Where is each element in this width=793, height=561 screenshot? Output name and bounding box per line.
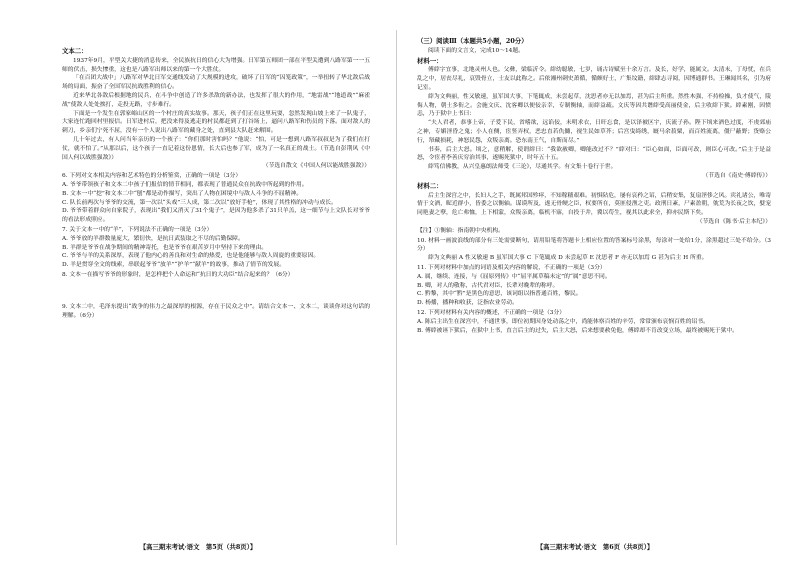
paragraph: 縡为文典丽，性又敏速，虽军国大事，下笔辄成，未尝起草，沈思者亦无以加焉，甚为后主所重。然性木强，不持检操，负才使气，陵侮人物，朝士多衔之。会施文庆、沈客卿以便佞亲幸，专制衡轴，而縡益疏。文庆等因共谮縡受高丽使金，后主收縡下狱。縡素刚，因愤恚，乃于狱中上书曰： (417, 93, 771, 118)
option: D. 杨播，播种和收获，泛指农业劳动。 (417, 300, 518, 307)
question-6: 6. 下列对文本相关内容和艺术特色的分析鉴赏，正确的一项是（3分） (62, 173, 242, 180)
option: C. 爷爷与羊的关系深厚，表现了他内心的善良和对生命的热爱，也是他能够与敌人周旋的重要原因。 (62, 253, 320, 260)
question-7: 7. 关于文本一中的“羊”，下列说法不正确的一项是（3分） (62, 226, 213, 233)
question-8: 8. 文本一在描写爷爷的形象时，是怎样把个人命运和“抗日的大功臣”结合起来的？（6分） (62, 271, 294, 278)
material2-label: 材料二： (417, 181, 443, 190)
instruction: 阅读下面的文言文，完成10～14题。 (428, 47, 524, 54)
paragraph: 几十年过去，有人问当年亲历的一个孩子：“你们那时害怕吗？”他说：“怕，可是一想到八路军叔叔是为了我们在打仗，就不怕了。”从那以后，这个孩子一直记着这份恩情，长大后也参了军，成为了一名真正的战士。（节选自彭荆风《中国人何以战胜强敌》） (62, 136, 370, 161)
option: D. 爷爷带着群众向自家院子，表现出“我们又消灭了31个鬼子”，是因为他多杀了31只羊羔，这一细节与上文队长对爷爷的看法形成照应。 (62, 208, 370, 224)
source-note: （节选自《南史·傅縡传》） (702, 172, 771, 179)
question-10: 10. 材料一画波浪线的部分有三处需要断句，请用铅笔将答题卡上相应位置的答案标号涂黑，每涂对一处给1分，涂黑超过三处不给分。（3分） (417, 237, 771, 253)
option: C. 黔黎，其中“黔”是黑色的意思，该词组以指普通百姓，黎民。 (417, 291, 582, 298)
question-11: 11. 下列对材料中加点的词语及相关内容的解说，不正确的一项是（3分） (417, 264, 606, 271)
option: B. 傅縡被诬下狱后，在狱中上书，直言后主的过失，后主大怒，后来想要赦免他，傅縡却不肯改变立场，最终被赐死于狱中。 (417, 327, 738, 334)
paragraph: 1937年9月，平型关大捷的消息传来，全民族抗日的信心大为增强。日军第五师团一部在平型关遭到八路军第一一五师的伏击，损失惨重，这也是八路军出师以来的第一个大胜仗。 (62, 57, 370, 73)
page-footer: 【高三期末考试·语文 第6页（共8页）】 (536, 543, 654, 551)
right-page (397, 0, 793, 561)
paragraph: 縡笃信佛教，从兴皇惠朗法师受《三论》，尽通其学。有文集十卷行于世。 (428, 164, 617, 171)
option: B. 卿，对人的敬称，古代君对臣、长辈对晚辈的称呼。 (417, 282, 559, 289)
source-note: （节选自散文《中国人何以能战胜强敌》） (262, 163, 370, 170)
answer-space[interactable] (62, 280, 370, 302)
question-12: 12. 下列对材料有关内容的概述，不正确的一项是（3分） (417, 309, 566, 316)
source-note: （节选自《陈书·后主本纪》） (696, 218, 771, 225)
paragraph: “夫人君者，恭事上帝，子爱下民，省嗜欲，远谄佞，未明求衣，日旰忘食，是以泽被区宇，庆流子孙。陛下顷来酒色过度，不虔郊庙之神，专媚淫昏之鬼；小人在侧，宦竖弄权，恶忠直若仇雠，视生民如草芥；后宫曳绮绣，厩马余菽粟，而百姓流离，僵尸蔽野；货赂公行，帑藏损耗，神怒民怨，众叛亲离。恐东南王气，自斯而尽。” (417, 120, 771, 144)
paragraph: 下面是一个发生在郭家峪山区的一个村庄的真实故事。那天，孩子们正在这里玩耍，忽然发现山坡上来了一队鬼子，大家连忙跑回村里报信。日军进村后，把没来得及逃走的村民都赶到了打谷场上，逼问八路军和伤员的下落。面对敌人的刺刀，乡亲们宁死不屈，没有一个人说出八路军的藏身之处，直到县大队赶来解围。 (62, 110, 370, 135)
paragraph: 书奏，后主大怒。顷之，意稍解，使谓縡曰：“我欲赦卿，卿能改过不？”縡对曰：“臣心如面，臣面可改，则臣心可改。”后主于是益怒，令宦者李善庆穷治其事，遂赐死狱中，时年五十五。 (417, 146, 771, 162)
option: B. 文本一中“挖”和文本二中“刨”都是动作描写，突出了人物在困境中与敌人斗争的不屈精神。 (62, 190, 303, 197)
option: A. 陈后主出生在深宫中，不通世事，即位初期因身处动荡之中，尚能体察百姓的辛劳，常常颁布哀悯百姓的诏书。 (417, 318, 709, 325)
paragraph: 后主生深宫之中，长妇人之手，既属邦国殄瘁，不知稼穑艰难。初惧阽危，屡有哀矜之诏，后稍安集，复扇淫侈之风。宾礼诸公，唯寄情于文酒，昵近群小，皆委之以衡轴。谋谟所及，遂无骨鲠之臣，权要所在，莫匪侵渔之吏。政刑日紊，尸素盈朝，躭荒为长夜之饮，嬖宠同艳妻之孽，危亡弗恤，上下相蒙，众叛亲离，临机不寤，自投于井，冀以苟生，视其以此求全，抑亦民斯下矣。 (417, 192, 771, 217)
question-9: 9. 文本二中，毛泽东提出“战争的伟力之最深厚的根源，存在于民众之中”。请结合文本一、文本二，谈谈你对这句话的理解。（6分） (62, 303, 370, 319)
material1-label: 材料一： (417, 56, 443, 65)
punctuation-text: 縡为文典丽 A 性又敏速 B 虽军国大事 C 下笔辄成 D 未尝起草 E 沈思者 F 亦无以加焉 G 甚为后主 H 所重。 (428, 255, 708, 262)
option: A. 爷爷带领孩子和文本二中孩子们报信的情节相同，都表现了普通民众在抗战中所起到的作用。 (62, 181, 308, 188)
option: C. 队长前两次与爷爷的交流，第一次以“头戏”三人成，第二次以“放好手枪”，体现了其性格的冲动与成长。 (62, 199, 337, 206)
page-footer: 【高三期末考试·语文 第5页（共8页）】 (139, 543, 257, 551)
option: A. 属，继续、连接，与《屈原列传》中“屈平属草稿未定”的“属”意思不同。 (417, 273, 611, 280)
option: D. 羊是贯穿全文的线索，串联起爷爷“放羊”“护羊”“献羊”的故事，推动了情节的发展。 (62, 262, 286, 269)
left-page (0, 0, 396, 561)
material-label: 文本二： (62, 47, 88, 55)
option: B. 羊群是爷爷在战争期间的精神寄托，也是爷爷在艰苦岁月中坚持下来的理由。 (62, 244, 268, 251)
section-title: （三）阅读Ⅲ（本题共5小题，20分） (417, 37, 528, 45)
paragraph: 近来华北各敌后根据地的民兵，在斗争中创造了许多杀敌的新办法，也发挥了很大的作用，“地雷战”“地道战”“麻雀战”使敌人处处挨打，走投无路，寸步难行。 (62, 92, 370, 108)
option: A. 爷爷放的羊群数量庞大，繁衍快，是抗日武装取之不尽的后勤保障。 (62, 235, 244, 242)
paragraph: 傅縡字宜事，北地灵州人也。父彝，梁临沂令。縡幼聪敏，七岁，诵古诗赋至十余万言。及长，好学，能属文。太清末，丁母忧，在兵乱之中，居丧尽礼，哀毁骨立，士友以此称之。后依湘州刺史萧循，循颇好士，广集坟籍，縡肆志寻阅，因博通群书。王琳闻其名，引为府记室。 (417, 67, 771, 91)
annotation-note: 【注】①衡轴：指南朝中央机构。 (417, 227, 504, 234)
paragraph: 「在百团大战中」八路军对华北日军交通线发动了大规模的进攻，破坏了日军的“囚笼政策”，一举扭转了华北敌后战场的局面，振奋了全国军民抗战胜利的信心。 (62, 75, 370, 91)
